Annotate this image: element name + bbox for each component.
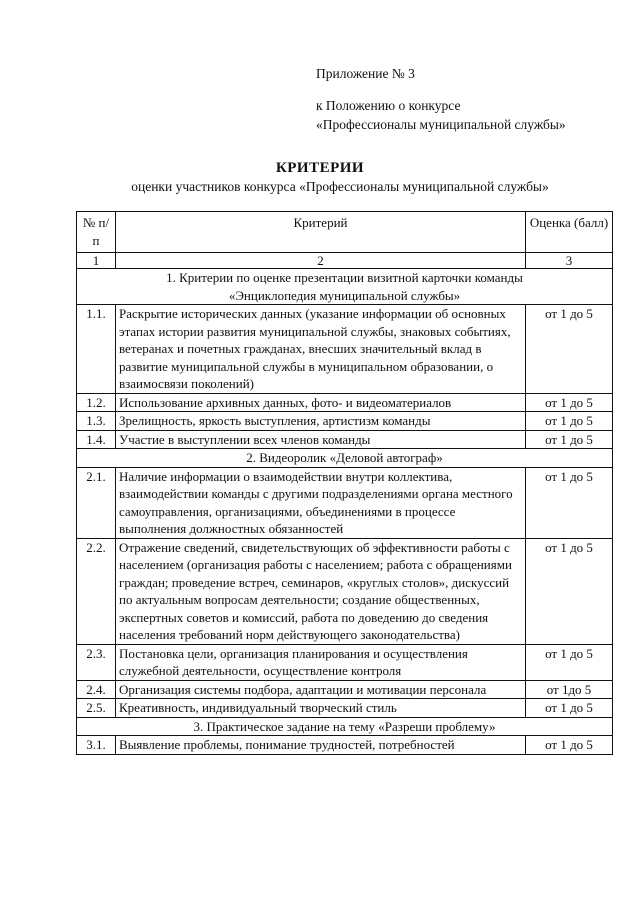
criterion-number: 1.4.: [77, 430, 116, 449]
criterion-text: Наличие информации о взаимодействии внутри коллектива, взаимодействии команды с другими подразделениями органа местного самоуправления, организациями, объединениями в процессе выполнения должностных обязанностей: [116, 467, 526, 538]
criterion-text: Постановка цели, организация планирования и осуществления служебной деятельности, осуществление контроля: [116, 644, 526, 680]
criterion-number: 2.2.: [77, 538, 116, 644]
appendix-number: Приложение № 3: [316, 66, 415, 81]
header-criterion: Критерий: [116, 212, 526, 253]
criterion-score: от 1 до 5: [526, 736, 613, 755]
criterion-score: от 1 до 5: [526, 699, 613, 718]
appendix-spacer: [316, 83, 566, 96]
table-row: [77, 430, 613, 449]
column-number-2: 2: [116, 253, 526, 269]
table-row: [77, 680, 613, 699]
criterion-number: 1.2.: [77, 393, 116, 412]
criterion-number: 1.3.: [77, 412, 116, 431]
section-title: 2. Видеоролик «Деловой автограф»: [77, 449, 613, 468]
table-row: [77, 644, 613, 680]
criterion-text: Раскрытие исторических данных (указание информации об основных этапах истории развития муниципальной службы, знаковых событиях, ветеранах и почетных гражданах, внесших значительный вклад в развитие муниципальной службы в муниципальном образовании, о взаимосвязи поколений): [116, 305, 526, 394]
header-score: [526, 212, 613, 253]
criterion-text: Креативность, индивидуальный творческий стиль: [116, 699, 526, 718]
criterion-number: 2.1.: [77, 467, 116, 538]
criteria-table-body: [77, 212, 613, 755]
header-score-text: Оценка (балл): [529, 215, 609, 230]
table-row: [77, 393, 613, 412]
section-row: [77, 449, 613, 468]
appendix-block: [316, 64, 566, 134]
criterion-text: Организация системы подбора, адаптации и мотивации персонала: [116, 680, 526, 699]
section-row: [77, 717, 613, 736]
criterion-score: от 1 до 5: [526, 467, 613, 538]
appendix-contest-name: «Профессионалы муниципальной службы»: [316, 117, 566, 132]
section-title: 1. Критерии по оценке презентации визитной карточки команды «Энциклопедия муниципальной службы»: [77, 269, 613, 305]
header-num: [77, 212, 116, 253]
criterion-text: Использование архивных данных, фото- и видеоматериалов: [116, 393, 526, 412]
column-number-1: 1: [77, 253, 116, 269]
criteria-table: [76, 211, 613, 755]
criterion-number: 2.5.: [77, 699, 116, 718]
table-row: [77, 538, 613, 644]
header-num-text: № п/п: [82, 215, 110, 248]
table-row: [77, 412, 613, 431]
table-header-row: [77, 212, 613, 253]
criterion-number: 1.1.: [77, 305, 116, 394]
criterion-text: Зрелищность, яркость выступления, артистизм команды: [116, 412, 526, 431]
document-subtitle: оценки участников конкурса «Профессионалы муниципальной службы»: [131, 179, 549, 194]
table-row: [77, 467, 613, 538]
criterion-score: от 1 до 5: [526, 305, 613, 394]
column-number-3: 3: [526, 253, 613, 269]
criterion-text: Выявление проблемы, понимание трудностей, потребностей: [116, 736, 526, 755]
criterion-number: 2.4.: [77, 680, 116, 699]
column-number-row: [77, 253, 613, 269]
criterion-score: от 1 до 5: [526, 412, 613, 431]
section-row: [77, 269, 613, 305]
criterion-score: от 1 до 5: [526, 644, 613, 680]
table-row: [77, 699, 613, 718]
criterion-score: от 1 до 5: [526, 430, 613, 449]
document-title: КРИТЕРИИ: [275, 160, 365, 176]
criterion-number: 2.3.: [77, 644, 116, 680]
table-row: [77, 736, 613, 755]
criterion-text: Участие в выступлении всех членов команды: [116, 430, 526, 449]
section-title: 3. Практическое задание на тему «Разреши проблему»: [77, 717, 613, 736]
appendix-reference: к Положению о конкурсе: [316, 98, 461, 113]
criterion-score: от 1 до 5: [526, 393, 613, 412]
criterion-number: 3.1.: [77, 736, 116, 755]
criterion-score: от 1 до 5: [526, 538, 613, 644]
criterion-text: Отражение сведений, свидетельствующих об эффективности работы с населением (организация работы с населением; работа с обращениями граждан; проведение встреч, семинаров, «круглых столов», дискуссий по актуальным вопросам деятельности; создание общественных, экспертных советов и комиссий, работа по доведению до сведения населения требований норм действующего законодательства): [116, 538, 526, 644]
criterion-score: от 1до 5: [526, 680, 613, 699]
table-row: [77, 305, 613, 394]
